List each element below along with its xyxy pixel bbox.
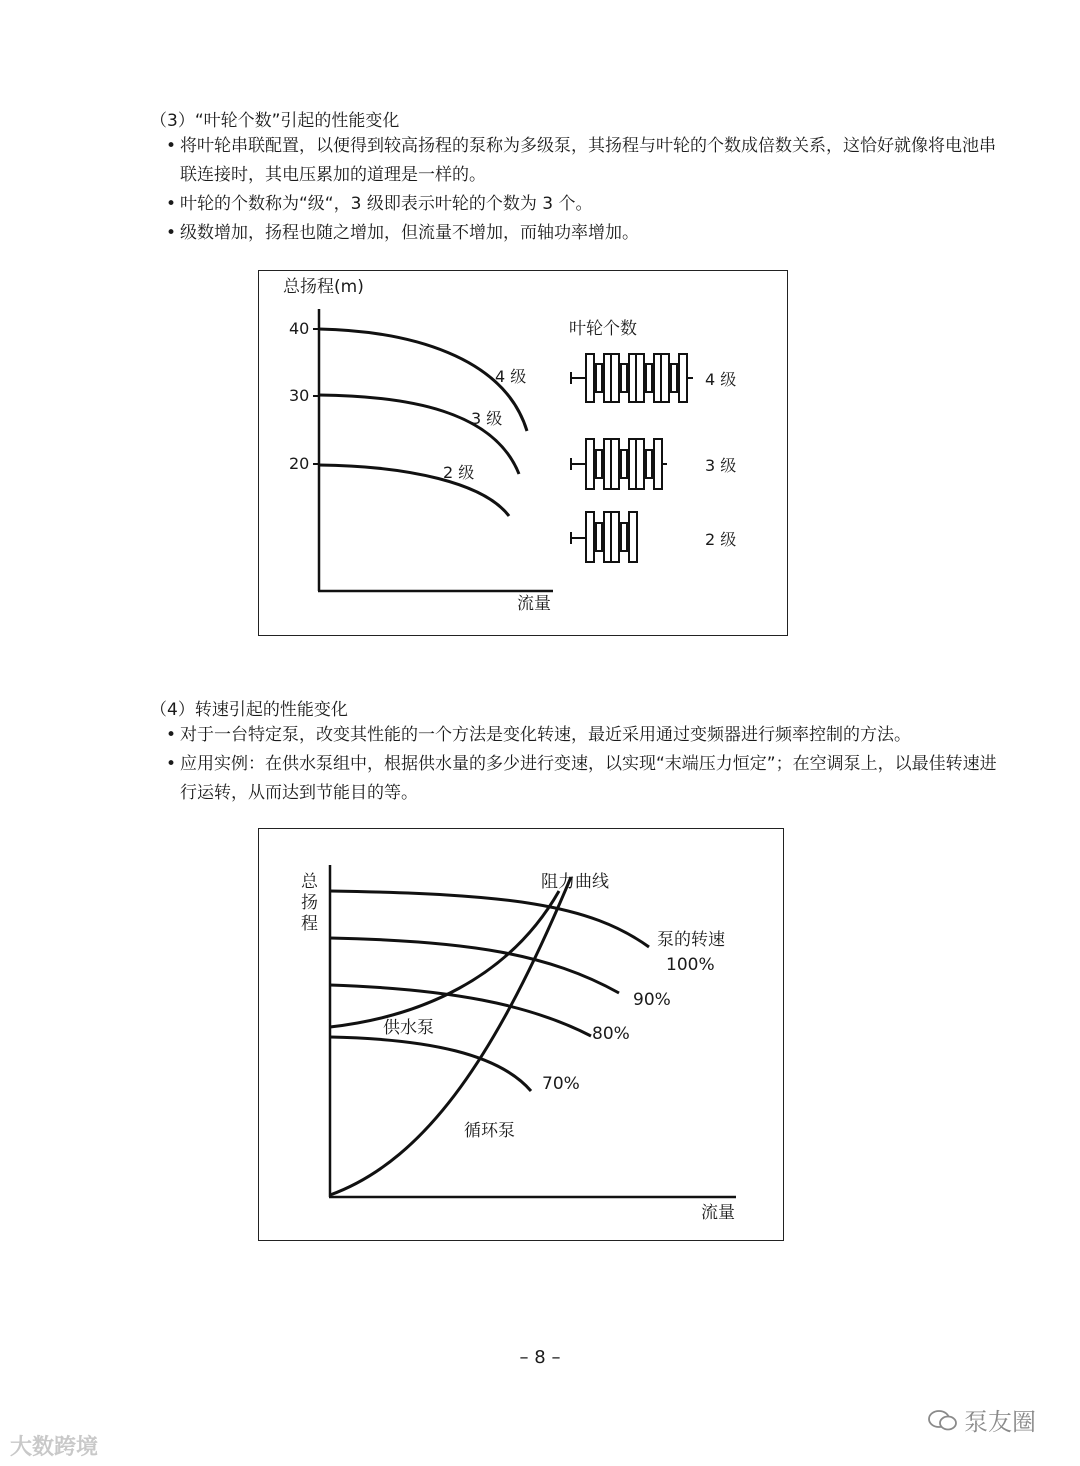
wechat-icon — [928, 1409, 958, 1431]
x-axis-label: 流量 — [701, 1203, 735, 1223]
curve-3-stage — [319, 395, 519, 474]
figure-speed-change — [258, 828, 784, 1241]
watermark-right-text: 泵友圈 — [964, 1408, 1036, 1436]
speed-label-70: 70% — [542, 1074, 580, 1094]
stage-label-3: 3 级 — [705, 456, 737, 475]
list-item: • 应用实例：在供水泵组中，根据供水量的多少进行变速，以实现“末端压力恒定”；在空调泵上，以最佳转速进行运转，从而达到节能目的等。 — [166, 750, 1006, 808]
curve-label-2: 2 级 — [443, 463, 475, 482]
impeller-2-stage-icon — [571, 512, 637, 562]
circulation-pump-label: 循环泵 — [464, 1121, 515, 1141]
impeller-4-stage-icon — [571, 354, 693, 402]
watermark-left — [10, 1430, 98, 1461]
watermark-right — [928, 1402, 1036, 1437]
page-number: – 8 – — [519, 1347, 561, 1368]
impeller-3-stage-icon — [571, 439, 667, 489]
supply-pump-label: 供水泵 — [383, 1018, 434, 1038]
section4-heading: （4）转速引起的性能变化 — [150, 700, 348, 720]
y-axis-label: 总扬程(m) — [283, 277, 364, 297]
section4-bullets — [166, 721, 1006, 808]
curve-2-stage — [319, 465, 509, 516]
speed-label-80: 80% — [592, 1024, 630, 1044]
x-axis-label: 流量 — [517, 594, 551, 614]
impeller-head-chart — [259, 271, 786, 634]
y-axis-label-char: 程 — [301, 914, 318, 934]
resistance-curve-label: 阻力曲线 — [541, 872, 609, 892]
curve-label-3: 3 级 — [471, 409, 503, 428]
impeller-title: 叶轮个数 — [569, 319, 637, 339]
speed-title: 泵的转速 — [657, 930, 725, 950]
y-tick-label: 40 — [289, 319, 310, 338]
list-item: • 级数增加，扬程也随之增加，但流量不增加，而轴功率增加。 — [166, 219, 1006, 248]
curve-speed-90 — [330, 938, 619, 993]
y-axis-label-char: 扬 — [301, 893, 318, 913]
speed-label-100: 100% — [666, 955, 715, 975]
y-axis-label-char: 总 — [301, 872, 318, 892]
curve-supply-pump-resistance — [330, 891, 559, 1027]
section3-heading: （3）“叶轮个数”引起的性能变化 — [150, 111, 400, 131]
figure-impeller-count — [258, 270, 788, 636]
y-tick-label: 20 — [289, 454, 310, 473]
curve-label-4: 4 级 — [495, 367, 527, 386]
speed-head-chart — [259, 829, 782, 1239]
list-item: • 将叶轮串联配置，以便得到较高扬程的泵称为多级泵，其扬程与叶轮的个数成倍数关系，这恰好就像将电池串联连接时，其电压累加的道理是一样的。 — [166, 132, 1006, 190]
y-tick-label: 30 — [289, 386, 310, 405]
speed-label-90: 90% — [633, 990, 671, 1010]
section3-bullets — [166, 132, 1006, 248]
list-item: • 对于一台特定泵，改变其性能的一个方法是变化转速，最近采用通过变频器进行频率控制的方法。 — [166, 721, 1006, 750]
stage-label-2: 2 级 — [705, 530, 737, 549]
list-item: • 叶轮的个数称为“级“，3 级即表示叶轮的个数为 3 个。 — [166, 190, 1006, 219]
stage-label-4: 4 级 — [705, 370, 737, 389]
watermark-left-text: 大数跨境 — [10, 1435, 99, 1460]
curve-speed-80 — [330, 985, 591, 1036]
curve-speed-70 — [330, 1037, 531, 1091]
